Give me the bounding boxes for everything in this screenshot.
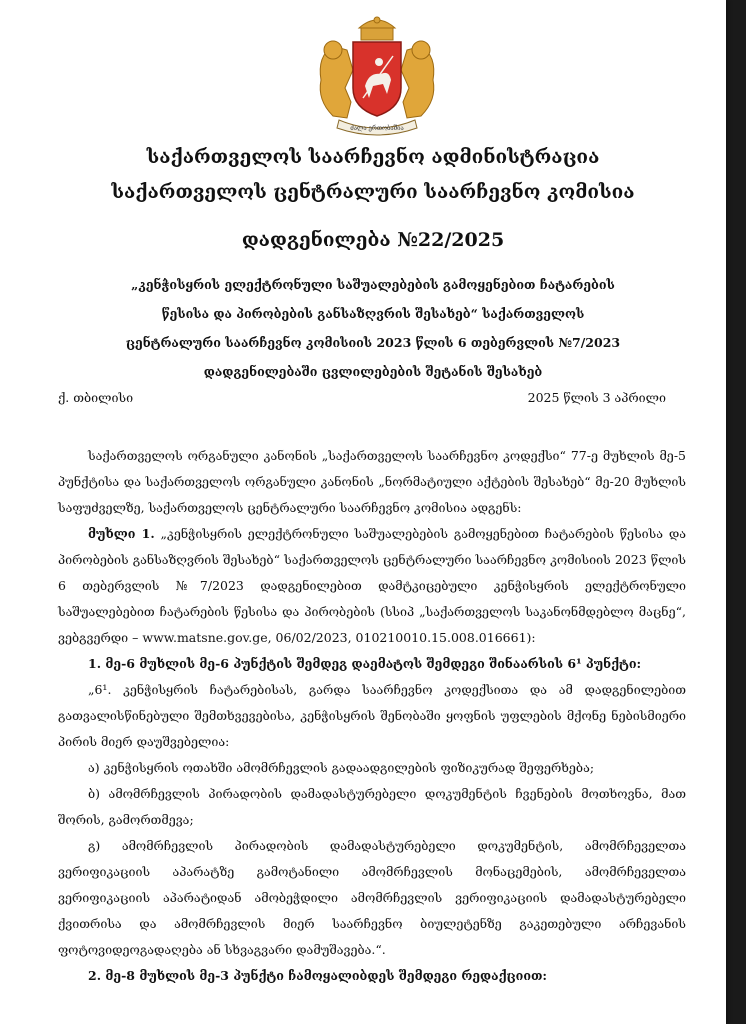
lion-right-icon [401, 41, 434, 118]
item-2: 2. მე-8 მუხლის მე-3 პუნქტი ჩამოყალიბდეს შემდეგი რედაქციით: [88, 968, 548, 983]
shield-icon [353, 42, 401, 116]
subpoint-b: ბ) ამომრჩევლის პირადობის დამადასტურებელი დოკუმენტის ჩვენების მოთხოვნა, მათ შორის, გამორთმევა; [58, 786, 686, 827]
crown-icon [359, 17, 395, 40]
intro-paragraph: საქართველოს ორგანული კანონის „საქართველოს საარჩევნო კოდექსი“ 77-ე მუხლის მე-5 პუნქტისა და საქართველოს ორგანული კანონის „ნორმატიული აქტების შესახებ“ მე-20 მუხლის საფუძველზე, საქართველოს ცენტრალური საარჩევნო კომისია ადგენს: [58, 448, 686, 515]
resolution-subject: „კენჭისყრის ელექტრონული საშუალებების გამოყენებით ჩატარების წესისა და პირობების განსაზღვრის შესახებ“ საქართველოს ცენტრალური საარჩევნო კომისიის 2023 წლის 6 თებერვლის №7/2023 დადგენილებაში ცვლილებების შეტანის შესახებ [125, 277, 621, 379]
commission-title: საქართველოს ცენტრალური საარჩევნო კომისია [111, 181, 635, 203]
article-1-label: მუხლი 1. [88, 526, 155, 541]
paragraph-6-1: „6¹. კენჭისყრის ჩატარებისას, გარდა საარჩევნო კოდექსითა და ამ დადგენილებით გათვალისწინებული შემთხვევებისა, კენჭისყრის შენობაში ყოფნის უფლების მქონე ნებისმიერი პირის მიერ დაუშვებელია: [58, 682, 686, 749]
subpoint-a: ა) კენჭისყრის ოთახში ამომრჩევლის გადაადგილების ფიზიკურად შეფერხება; [88, 760, 595, 775]
svg-text:ძალა ერთობაშია: ძალა ერთობაშია [350, 125, 404, 132]
article-1-text: „კენჭისყრის ელექტრონული საშუალებების გამოყენებით ჩატარების წესისა და პირობების განსაზღვრის შესახებ“ საქართველოს ცენტრალური საარჩევნო კომისიის 2023 წლის 6 თებერვლის №7/2023 დადგენილებით დამტკიცებული კენჭისყრის ელექტრონული საშუალებებით ჩატარების წესისა და პირობების (სსიპ „საქართველოს საკანონმდებლო მაცნე“, ვებგვერდი – www.matsne.gov.ge, 06/02/2023, 010210010.15.008.016661): [58, 526, 686, 645]
item-1: 1. მე-6 მუხლის მე-6 პუნქტის შემდეგ დაემატოს შემდეგი შინაარსის 6¹ პუნქტი: [88, 656, 642, 671]
admin-title: საქართველოს საარჩევნო ადმინისტრაცია [146, 146, 600, 168]
date-label: 2025 წლის 3 აპრილი [527, 390, 666, 405]
subpoint-g: გ) ამომრჩევლის პირადობის დამადასტურებელი დოკუმენტის, ამომრჩეველთა ვერიფიკაციის აპარატზე გამოტანილი ამომრჩევლის მონაცემების, ამომრჩეველთა ვერიფიკაციის აპარატიდან ამობეჭდილი ამომრჩევლის ვერიფიკაციის დამადასტურებელი ქვითრისა და ამომრჩევლის მიერ საარჩევნო ბიულეტენზე გაკეთებული არჩევანის ფოტოვიდეოგადაღება ან სხვაგვარი დამუშავება.“. [58, 838, 686, 957]
document-body [58, 443, 686, 989]
article-1 [58, 521, 686, 651]
lion-left-icon [320, 41, 353, 118]
place-label: ქ. თბილისი [58, 390, 134, 405]
motto-ribbon [337, 120, 417, 135]
georgia-coat-of-arms-icon [303, 16, 451, 140]
resolution-title: დადგენილება №22/2025 [241, 229, 505, 251]
